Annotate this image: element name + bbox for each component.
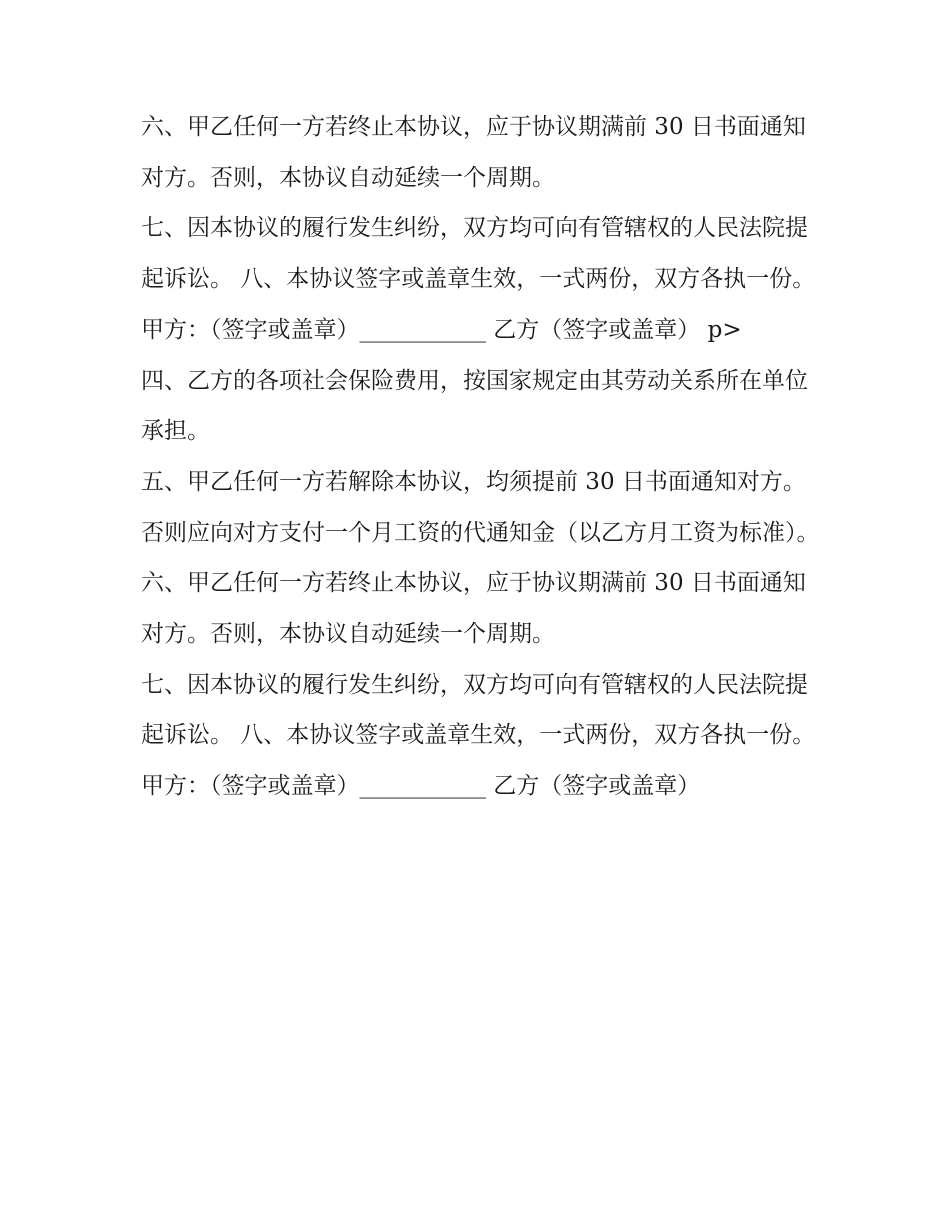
document-body — [141, 102, 821, 812]
paragraph-termination-notice: 六、甲乙任何一方若终止本协议，应于协议期满前 30 日书面通知对方。否则，本协议自动延续一个周期。 — [141, 570, 806, 648]
signature-line: 甲方：（签字或盖章）___________ 乙方（签字或盖章） p> — [141, 316, 742, 343]
paragraph-dispute-resolution: 七、因本协议的履行发生纠纷，双方均可向有管辖权的人民法院提起诉讼。 八、本协议签字或盖章生效，一式两份，双方各执一份。 — [141, 671, 816, 749]
paragraph-social-insurance: 四、乙方的各项社会保险费用，按国家规定由其劳动关系所在单位承担。 — [141, 367, 808, 445]
signature-line: 甲方：（签字或盖章）___________ 乙方（签字或盖章） — [141, 773, 701, 800]
paragraph-termination-notice: 六、甲乙任何一方若终止本协议，应于协议期满前 30 日书面通知对方。否则，本协议自动延续一个周期。 — [141, 114, 806, 191]
paragraph-dispute-resolution: 七、因本协议的履行发生纠纷，双方均可向有管辖权的人民法院提起诉讼。 八、本协议签字或盖章生效，一式两份，双方各执一份。 — [141, 215, 816, 293]
paragraph-rescission-notice: 五、甲乙任何一方若解除本协议，均须提前 30 日书面通知对方。否则应向对方支付一个月工资的代通知金（以乙方月工资为标准）。 — [141, 468, 820, 546]
